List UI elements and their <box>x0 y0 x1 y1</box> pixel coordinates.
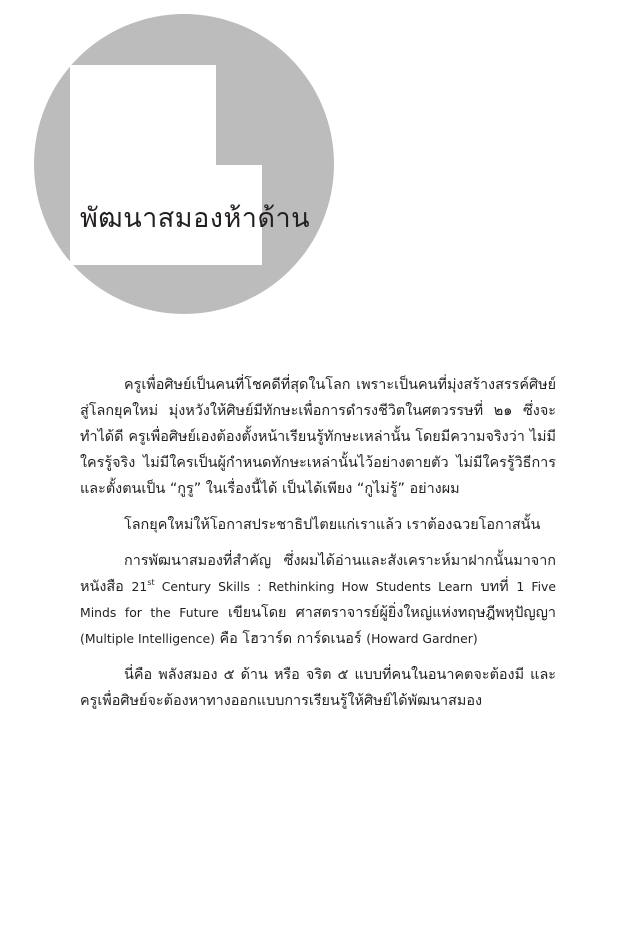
paragraph-3-part-a: การพัฒนาสมองที่สำคัญ ซึ่งผมได้อ่านและสังเคราะห์มาฝากนั้นมาจากหนังสือ <box>80 553 556 595</box>
paragraph-3-part-g: เขียนโดย ศาสตราจารย์ผู้ยิ่งใหญ่แห่งทฤษฎีพหุปัญญา <box>218 605 556 621</box>
paragraph-2: โลกยุคใหม่ให้โอกาสประชาธิปไตยแก่เราแล้ว เราต้องฉวยโอกาสนั้น <box>124 517 541 533</box>
chapter-reference: 1 Five Minds for the Future <box>80 579 556 620</box>
paragraph-3 <box>80 548 556 652</box>
ordinal-suffix: st <box>147 578 155 588</box>
paragraph-3-part-i: คือ โฮวาร์ด การ์ดเนอร์ <box>214 631 367 647</box>
author-name: (Howard Gardner) <box>366 631 478 646</box>
theory-name: (Multiple Intelligence) <box>80 631 215 646</box>
book-title: Century Skills : Rethinking How Students Learn <box>154 579 473 594</box>
chapter-body <box>80 372 556 724</box>
paragraph-1: ครูเพื่อศิษย์เป็นคนที่โชคดีที่สุดในโลก เพราะเป็นคนที่มุ่งสร้างสรรค์ศิษย์สู่โลกยุคใหม่ มุ่งหวังให้ศิษย์มีทักษะเพื่อการดำรงชีวิตในศตวรรษที่ ๒๑ ซึ่งจะทำได้ดี ครูเพื่อศิษย์เองต้องตั้งหน้าเรียนรู้ทักษะเหล่านั้น โดยมีความจริงว่า ไม่มีใครรู้จริง ไม่มีใครเป็นผู้กำหนดทักษะเหล่านั้นไว้อย่างตายตัว ไม่มีใครรู้วิธีการและตั้งตนเป็น “กูรู” ในเรื่องนี้ได้ เป็นได้เพียง “กูไม่รู้” อย่างผม <box>80 377 556 497</box>
decorative-notch <box>216 65 262 165</box>
book-number: 21 <box>131 579 148 594</box>
chapter-title: พัฒนาสมองห้าด้าน <box>80 203 311 234</box>
paragraph-3-part-e: บทที่ <box>472 579 517 595</box>
paragraph-4: นี่คือ พลังสมอง ๕ ด้าน หรือ จริต ๕ แบบที่คนในอนาคตจะต้องมี และครูเพื่อศิษย์จะต้องหาทางออกแบบการเรียนรู้ให้ศิษย์ได้พัฒนาสมอง <box>80 667 556 709</box>
